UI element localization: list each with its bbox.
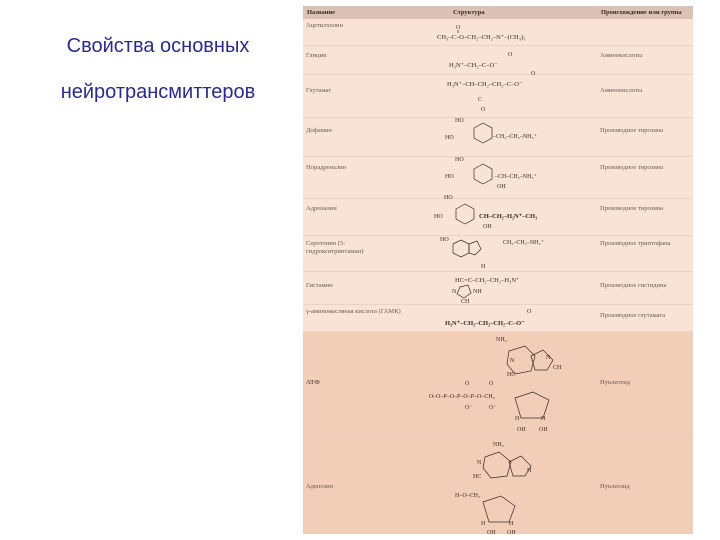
row-name: Адреналин [306,205,337,212]
svg-text:O: O [465,381,470,387]
svg-text:N: N [477,460,482,466]
svg-text:O: O [429,394,434,400]
row-name: Глицин [306,52,327,59]
chemical-structures [303,6,693,534]
row-name: Гистамин [306,282,333,289]
svg-text:H: H [541,416,546,422]
formula-serotonin: CH₂–CH₂–NH₃⁺ [503,240,544,246]
svg-text:HO: HO [440,237,449,243]
row-group: Аминокислоты [600,52,643,59]
formula-adrenaline: CH–CH₂–H₂N⁺–CH₃ [479,213,538,220]
slide-title-line-1: Свойства основных [66,35,250,57]
svg-text:NH₂: NH₂ [493,442,504,448]
row-group: Производное тирозина [600,205,664,212]
row-group: Аминокислоты [600,87,643,94]
row-name: Норадреналин [306,164,347,171]
svg-text:NH: NH [473,289,482,295]
svg-text:N: N [452,289,457,295]
header-name: Название [307,9,336,16]
formula-dopamine: –CH₂–CH₂–NH₃⁺ [493,134,537,140]
formula-noradrenaline: –CH–CH₂–NH₃⁺ [495,174,537,180]
svg-text:NH₂: NH₂ [496,337,507,343]
formula-histamine: HC=C–CH₂–CH₂–H₃N⁺ [455,277,520,284]
row-name: Глутамат [306,87,332,94]
svg-text:HC: HC [507,372,516,378]
svg-text:O: O [456,25,461,31]
svg-text:N: N [510,358,515,364]
svg-text:CH: CH [553,365,562,371]
formula-acetylcholine: CH₃–C–O–CH₂–CH₂–N⁺–(CH₃)₃ [437,34,526,41]
svg-text:–O–P–O–P–O–P–O–CH₂: –O–P–O–P–O–P–O–CH₂ [433,394,495,400]
svg-text:HO: HO [445,135,454,141]
neurotransmitter-table-image [303,6,693,534]
svg-text:HO: HO [445,174,454,180]
row-name: Серотонин (5-гидрокситриптамин) [306,240,364,255]
svg-text:OH: OH [517,427,526,433]
formula-glutamate: H₃N⁺–CH–CH₂–CH₂–C–O⁻ [447,81,523,88]
svg-text:HO: HO [444,195,453,201]
formula-gaba: H₃N⁺–CH₂–CH₂–CH₂–C–O⁻ [445,320,525,327]
svg-text:HO: HO [434,214,443,220]
svg-text:H: H [515,416,520,422]
svg-text:O: O [531,71,536,77]
svg-text:O⁻: O⁻ [465,405,473,411]
svg-text:OH: OH [507,530,516,534]
svg-text:HO: HO [455,157,464,163]
row-name: АТФ [306,379,320,386]
row-group: Нуклеозид [600,483,630,490]
row-group: Производное глутамата [600,312,666,319]
svg-text:O: O [527,309,532,315]
svg-text:O: O [489,381,494,387]
svg-text:HC: HC [473,474,482,480]
row-group: Нуклеотид [600,379,631,386]
row-name: Дофамин [306,127,332,134]
header-group: Происхождение или группа [601,9,682,16]
svg-text:HO: HO [455,118,464,124]
svg-text:OH: OH [487,530,496,534]
svg-text:O: O [481,107,486,113]
svg-text:N: N [546,355,551,361]
row-group: Производное гистидина [600,282,667,289]
header-structure: Структура [453,9,485,16]
row-name: Аденозин [306,483,334,490]
formula-glycine: H₃N⁺–CH₂–C–O⁻ [449,62,498,69]
svg-text:OH: OH [483,224,492,230]
slide-title-line-2: нейротрансмиттеров [60,81,256,103]
svg-text:OH: OH [497,184,506,190]
svg-text:H: H [509,521,514,527]
row-group: Производное триптофана [600,240,671,247]
svg-text:O: O [508,52,513,58]
svg-text:H: H [481,521,486,527]
svg-text:OH: OH [539,427,548,433]
row-group: Производное тирозина [600,164,664,171]
svg-text:CH: CH [461,299,470,305]
row-name: Ацетилхолин [306,22,343,29]
svg-text:C: C [478,97,483,103]
row-name: γ-аминомасляная кислота (ГАМК) [306,308,401,315]
svg-text:H: H [527,468,532,474]
svg-text:O⁻: O⁻ [489,405,497,411]
svg-text:H: H [481,264,486,270]
svg-text:H–O–CH₂: H–O–CH₂ [455,493,481,499]
row-group: Производное тирозина [600,127,664,134]
